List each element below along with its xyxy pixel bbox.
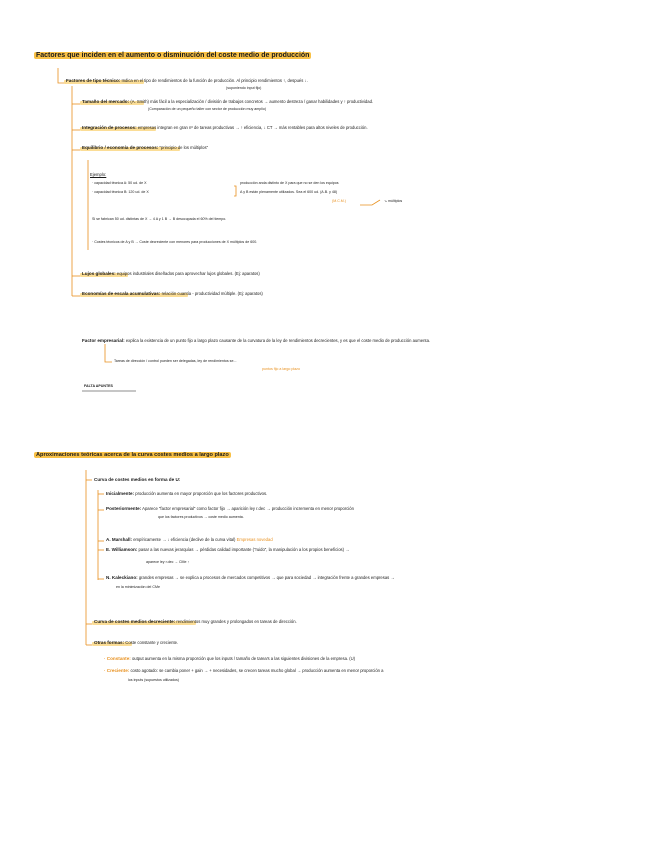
creciente-row: · Creciente: costo agotado: se cambia poner + gain → + necesidades, se crecen tareas mucho global → producción aumenta en menor proporción a: [104, 668, 384, 673]
williamson-line-2: aparece ley r.dec → CMe ↑: [146, 560, 190, 564]
economias-row: Economías de escala acumulativas: relación cuantía - productividad múltiple. (Ej: aparatos): [82, 291, 263, 296]
example-note: (M.C.M.): [332, 199, 346, 203]
posteriormente-row: Posteriormente: Aparece "factor empresarial" como factor fijo → aparición ley r.dec → producción incrementa en menor proporción: [106, 506, 354, 511]
section-1-title: Factores que inciden en el aumento o disminución del coste medio de producción: [36, 52, 310, 59]
empresarial-row: Factor empresarial: explica la existencia de un punto fijo a largo plazo causante de la curvatura de la ley de rendimientos decrecientes, y es que el coste medio de producción aumenta.: [82, 338, 431, 343]
example-note-2: ↘ múltiplos: [384, 199, 403, 203]
example-line-2: · capacidad técnica B: 120 ud. de X: [92, 190, 149, 194]
tamano-note: (Comparación de un pequeño taller con sector de producción muy amplio): [148, 107, 267, 111]
creciente-line-2: los inputs (supuestos utilizados): [128, 678, 179, 682]
falta-apuntes: FALTA APUNTES: [84, 384, 113, 388]
example-line-3: Si se fabrican 50 ud. distintas de X → 4 A y 1 B → B desocupada el 60% del tiempo.: [92, 217, 227, 221]
example-line-4: · Costes técnicos de A y B → Coste decreciente con menores para producciones de X múltiplos de 600.: [92, 240, 258, 244]
section-2-title: Aproximaciones teóricas acerca de la curva costes medios a largo plazo: [36, 452, 229, 458]
empresarial-sub-2: puntos fijo a largo plazo: [262, 367, 300, 371]
tipo-tecnico-note: (suponiendo input fijo): [226, 86, 262, 90]
inicialmente-row: Inicialmente: producción aumenta en mayor proporción que los factores productivos.: [106, 491, 268, 496]
kaleckiano-line-2: en la minimización del CMe: [116, 585, 160, 589]
tipo-tecnico-row: Factores de tipo técnico: Indica en el tipo de rendimientos de la función de producción. Al principio rendimientos ↑, después ↓.: [66, 78, 308, 83]
posteriormente-line-2: que los factores productivos → coste medio aumenta.: [158, 515, 244, 519]
williamson-row: E. Williamson: pasar a las nuevas jerarquías → pérdidas calidad importante ("ruido", la manipulación a los propios beneficios) →: [106, 547, 350, 552]
lujos-row: Lujos globales: equipos industriales diseñados para aprovechar lujos globales. (Ej: aparatos): [82, 271, 260, 276]
constante-row: · Constante: output aumenta en la misma proporción que los inputs / tamaño de tarea's a las siguientes divisiones de la empresa. (U): [104, 656, 356, 661]
otras-formas-row: Otras formas: Coste constante y creciente.: [94, 640, 179, 645]
kaleckiano-row: N. Kaleckiano: grandes empresas → se explica a procesos de mercados competitivos → que para sociedad → integración frente a grandes empresas →: [106, 575, 395, 580]
example-line-1: · capacidad técnica A: 50 ud. de X: [92, 181, 147, 185]
example-title: Ejemplo:: [90, 172, 107, 177]
empresarial-sub: Tareas de dirección / control pueden ser delegadas, ley de rendimientos se...: [114, 359, 237, 363]
decreciente-row: Curva de costes medios decreciente: rendimientos muy grandes y prolongados en tareas de dirección.: [94, 619, 297, 624]
example-brace-1: producción anda distinto de X para que no se den los equipos: [240, 181, 339, 185]
example-brace-2: A y B están plenamente utilizados. Sea el 600 ud. (A.B. y 48): [240, 190, 338, 194]
marshall-row: A. Marshall: empíricamente → ↓ eficiencia (declive de la curva vital) Empresas novedad: [106, 537, 273, 542]
curva-u-row: Curva de costes medios en forma de U:: [94, 477, 181, 482]
equilibrio-row: Equilibrio / economía de procesos: "principio de los múltiplos": [82, 145, 209, 150]
integracion-row: Integración de procesos: empresas integran en gran nº de tareas productivas → ↑ eficiencia, ↓ CT → más rentables para altos niveles de producción.: [82, 125, 368, 130]
tamano-row: Tamaño del mercado: (A. Smith) más fácil a la especialización / división de trabajos concretos → aumento destreza / ganar habilidades y ↑ productividad.: [82, 99, 374, 104]
